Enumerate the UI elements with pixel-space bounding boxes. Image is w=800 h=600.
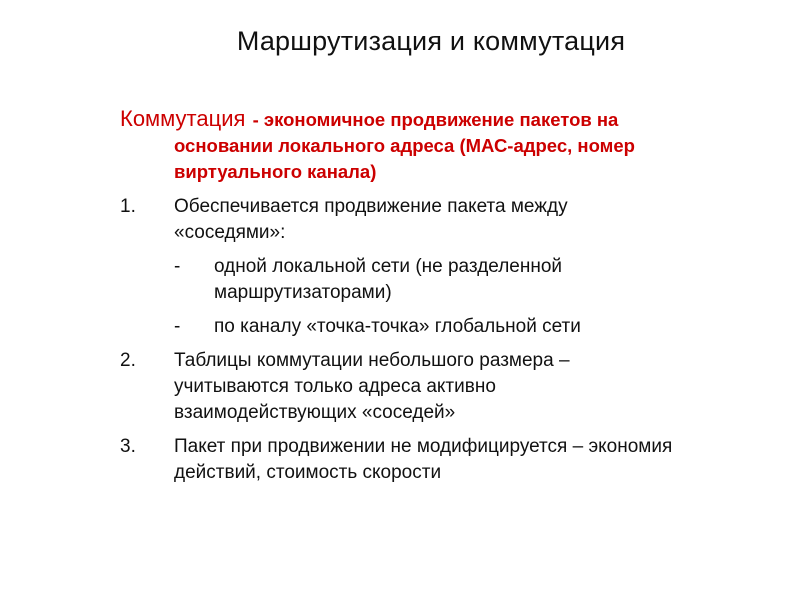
list-item-number: 2. (120, 350, 136, 371)
sub-item-marker: - (174, 256, 181, 277)
list-item-text: Обеспечивается продвижение пакета между «соседями»: (174, 196, 568, 243)
sub-item-2 (120, 314, 680, 340)
sub-item-text: одной локальной сети (не разделенной маршрутизаторами) (214, 256, 563, 303)
definition-term: Коммутация (120, 106, 246, 131)
sub-item-text: по каналу «точка-точка» глобальной сети (214, 316, 581, 337)
sub-item-1 (120, 254, 680, 306)
list-item-number: 3. (120, 436, 136, 457)
list-item-3 (120, 434, 680, 486)
slide-content (120, 106, 680, 494)
definition-paragraph (120, 106, 680, 185)
list-item-1 (120, 194, 680, 246)
list-item-text: Таблицы коммутации небольшого размера – учитываются только адреса активно взаимодействующих «соседей» (174, 350, 570, 423)
list-item-2 (120, 348, 680, 426)
list-item-number: 1. (120, 196, 136, 217)
list-item-text: Пакет при продвижении не модифицируется – экономия действий, стоимость скорости (174, 436, 673, 483)
slide-title: Маршрутизация и коммутация (236, 26, 626, 56)
definition-text: - экономичное продвижение пакетов на основании локального адреса (МАС-адрес, номер виртуального канала) (174, 109, 635, 182)
sub-item-marker: - (174, 316, 181, 337)
